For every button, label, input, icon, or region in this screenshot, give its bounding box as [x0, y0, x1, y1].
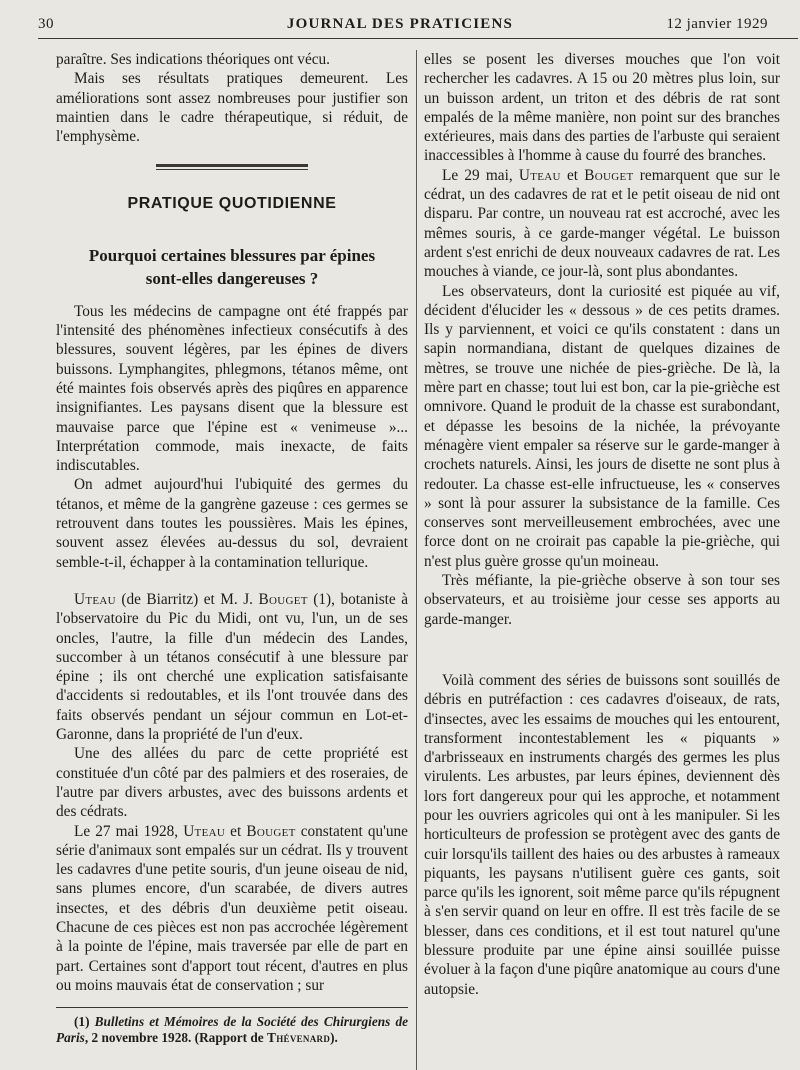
- paragraph-text: Le 29 mai,: [442, 166, 519, 184]
- intro-paragraph-2: Mais ses résultats pratiques demeurent. Les améliorations sont assez nombreuses pour justifier son maintien dans le cadre thérapeutique, si réduit, de l'emphysème.: [56, 70, 408, 146]
- journal-name: JOURNAL DES PRATICIENS: [286, 16, 514, 32]
- article-paragraph-3: [56, 590, 408, 744]
- author-name: Bouget: [258, 590, 308, 608]
- footnote: [56, 1014, 408, 1046]
- right-paragraph-4: Très méfiante, la pie-grièche observe à son tour ses observateurs, et au troisième jour cesse ses apports au garde-manger.: [424, 572, 780, 628]
- paragraph-text: (1), botaniste à l'observatoire du Pic du Midi, ont vu, l'un, un de ses oncles, l'autre, la fille d'un médecin des Landes, succomber à un tétanos consécutif à une blessure par épine ; ils ont cherché une explication satisfaisante d'accidents si redoutables, et ils l'ont trouvée dans des faits observés pendant un séjour commun en Lot-et-Garonne, dans la propriété de l'un d'eux.: [56, 590, 408, 744]
- section-title: PRATIQUE QUOTIDIENNE: [127, 195, 337, 213]
- article-paragraph-5: [56, 822, 408, 996]
- article-title-line-1: Pourquoi certaines blessures par épines: [88, 245, 376, 265]
- article-paragraph-2: On admet aujourd'hui l'ubiquité des germes du tétanos, et même de la gangrène gazeuse : ces germes se retrouvent dans toutes les poussières. Mais les épines, souvent assez élevées au-dessus du sol, devraient semble-t-il, échapper à la contamination tellurique.: [56, 476, 408, 571]
- paragraph-text: Le 27 mai 1928,: [74, 822, 184, 840]
- issue-date: 12 janvier 1929: [666, 16, 768, 32]
- paragraph-gap: [56, 572, 408, 590]
- article-paragraph-1: Tous les médecins de campagne ont été frappés par l'intensité des phénomènes infectieux consécutifs à des blessures, souvent légères, par les épines de divers buissons. Lymphangites, phlegmons, tétanos même, ont été maintes fois observés après des piqûres en apparence insignifiantes. Les paysans disent que la blessure est mauvaise parce que l'épine est « venimeuse »... Interprétation commode, mais inexacte, de faits indiscutables.: [56, 302, 408, 475]
- paragraph-text: et: [560, 166, 585, 184]
- paragraph-gap: [424, 629, 780, 671]
- page-number: 30: [38, 16, 54, 32]
- footnote-rule: [56, 1007, 408, 1008]
- paragraph-text: (de Biarritz) et M. J.: [115, 590, 259, 608]
- footnote-text: , 2 novembre 1928. (Rapport de: [84, 1030, 268, 1046]
- column-divider: [416, 50, 417, 1070]
- author-name: Uteau: [518, 166, 561, 184]
- footnote-text: (1): [74, 1014, 95, 1030]
- right-paragraph-5: Voilà comment des séries de buissons sont souillés de débris en putréfaction : ces cadavres d'oiseaux, de rats, d'insectes, avec les essaims de mouches qui les entourent, transforment incontestablement les « piquants » d'arbrisseaux en instruments chargés des germes les plus virulents. Les arbustes, par leurs épines, deviennent dès lors fort dangereux pour qui les approche, et notamment pour les ouvriers agricoles qui ont à les manipuler. Si les horticulteurs de profession se protègent avec des gants de cuir lorsqu'ils taillent des haies ou des arbustes à rameaux piquants, les paysans n'utilisent guère ces gants, soit parce qu'ils les ignorent, soit même parce qu'ils répugnent à s'en servir quand on leur en offre. Il est très facile de se blesser, dans ces conditions, et il est tout naturel qu'une blessure produite par une épine ainsi souillée puisse évoluer à la façon d'une piqûre anatomique au cours d'une autopsie.: [424, 671, 780, 998]
- article-paragraph-4: Une des allées du parc de cette propriété est constituée d'un côté par des palmiers et des roseraies, de l'autre par divers arbustes, avec des buissons ardents et des cédrats.: [56, 745, 408, 821]
- author-name: Uteau: [183, 822, 226, 840]
- left-column: [56, 50, 408, 1046]
- footnote-source: Bulletins et Mémoires de la Société des Chirurgiens de Paris: [56, 1014, 408, 1046]
- author-name: Bouget: [246, 822, 296, 840]
- right-paragraph-3: Les observateurs, dont la curiosité est piquée au vif, décident d'élucider les « dessous » de ces petits drames. Ils y parviennent, et voici ce qu'ils constatent : dans un sapin normandiana, distant de quelques dizaines de mètres, se trouve une nichée de pies-grièche. De là, la mère part en chasse; tout lui est bon, car la pie-grièche est omnivore. Quand le produit de la chasse est surabondant, et dépasse les besoins de la nichée, la prévoyante ménagère vient empaler sa réserve sur le garde-manger à crochets naturels. Ainsi, les jours de disette ne sont plus à redouter. La chasse est-elle infructueuse, les « conserves » sont là pour assurer la subsistance de la famille. Ces conserves sont merveilleusement embrochées, avec une force dont on ne croirait pas capable la pie-grièche, qui n'est plus guère grosse qu'un moineau.: [424, 282, 780, 570]
- intro-paragraph-1: paraître. Ses indications théoriques ont vécu.: [56, 51, 330, 68]
- header-rule: [38, 38, 798, 39]
- paragraph-text: et: [225, 822, 247, 840]
- running-header: [0, 12, 800, 40]
- author-name: Uteau: [74, 590, 116, 608]
- paragraph-text: remarquent que sur le cédrat, un des cadavres de rat et le petit oiseau de nid ont disparu. Par contre, un nouveau rat est accroché, avec les mêmes souris, à ce garde-manger végétal. Le buisson ardent s'est enrichi de deux nouveaux cadavres de rat. Les mouches à viande, ce jour-là, sont plus abondantes.: [424, 166, 780, 281]
- right-paragraph-1: elles se posent les diverses mouches que l'on voit rechercher les cadavres. A 15 ou 20 mètres plus loin, sur un buisson ardent, un triton et des débris de rat sont empalés de la même manière, non point sur des branches extérieures, mais dans des parties de l'arbuste qui seraient inaccessibles à l'homme à cause du fourré des branches.: [424, 51, 780, 165]
- footnote-author: Thévenard: [267, 1030, 331, 1046]
- paragraph-text: constatent qu'une série d'animaux sont empalés sur un cédrat. Ils y trouvent les cadavres d'une petite souris, d'un jeune oiseau de nid, sans plumes encore, d'un scarabée, de divers autres insectes, et des débris d'un deuxième petit oiseau. Chacune de ces pièces est non pas accrochée légèrement à la pointe de l'épine, mais traversée par elle de part en part. Certaines sont d'apport tout récent, d'autres en plus ou moins mauvais état de conservation ; sur: [56, 822, 408, 994]
- author-name: Bouget: [584, 166, 634, 184]
- right-column: [424, 50, 780, 999]
- right-paragraph-2: [424, 166, 780, 282]
- article-title-line-2: sont-elles dangereuses ?: [145, 268, 319, 288]
- article-title: [56, 244, 408, 290]
- footnote-text: ).: [330, 1030, 338, 1046]
- section-ornament: [156, 164, 308, 170]
